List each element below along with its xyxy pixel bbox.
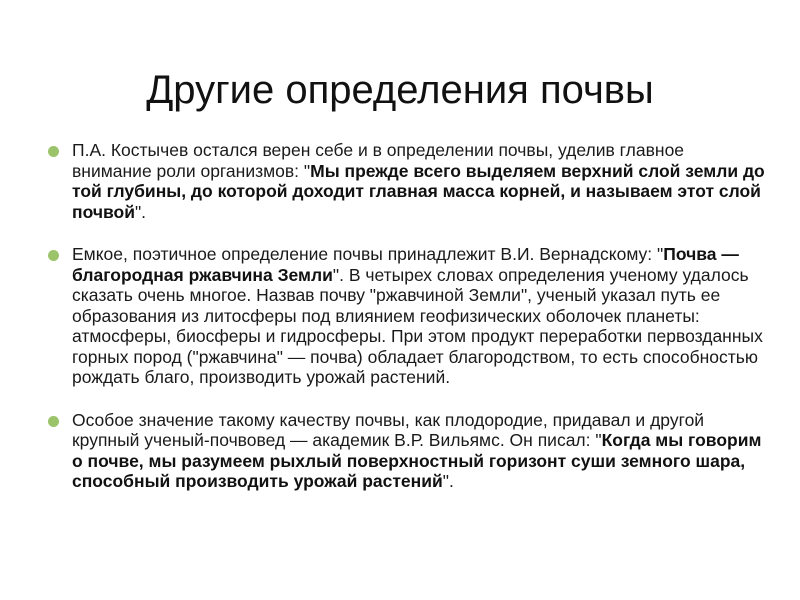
bullet-text-end: ". [134,201,147,222]
bullet-text-end: ". В четырех словах определения ученому удалось сказать очень многое. Назвав почву "ржавчиной Земли", ученый указал путь ее образования из литосферы под влиянием геофизических оболочек планеты: атмосферы, биосферы и гидросферы. При этом продукт переработки первозданных горных пород ("ржавчина" — почва) обладает благородством, то есть способностью рождать благо, производить урожай растений. [72,264,763,387]
bullet-text-end: ". [442,471,454,491]
bullet-text: П.А. Костычев остался верен себе и в определении почвы, уделив главное внимание роли организмов: " [72,140,685,181]
bullet-dot-icon [48,250,59,261]
bullet-item-vernadsky [48,244,768,388]
bullet-dot-icon [48,416,59,427]
bullet-text: Особое значение такому качеству почвы, как плодородие, придавал и другой крупный ученый-почвовед — академик В.Р. Вильямс. Он писал: " [72,409,705,450]
bullet-item-williams [48,410,768,492]
bullet-text: Емкое, поэтичное определение почвы принадлежит В.И. Вернадскому: " [72,244,664,264]
bullet-quote: Когда мы говорим о почве, мы разумеем рыхлый поверхностный горизонт суши земного шара, способный производить урожай растений [72,430,762,491]
bullet-quote: Почва — благородная ржавчина Земли [72,244,739,285]
bullet-quote: Мы прежде всего выделяем верхний слой земли до той глубины, до которой доходит главная масса корней, и называем этот слой почвой [72,160,765,222]
bullet-item-kostychev [48,140,768,222]
slide-title: Другие определения почвы [146,68,654,112]
bullet-list [48,140,768,514]
bullet-dot-icon [48,146,59,157]
